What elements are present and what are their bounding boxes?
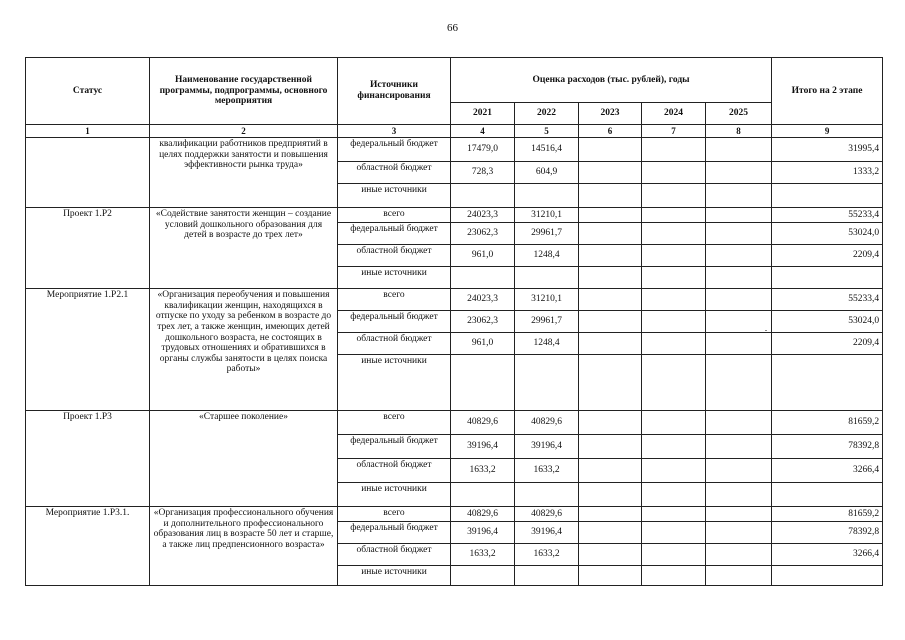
value-2025	[706, 289, 772, 311]
funding-source: всего	[338, 208, 451, 223]
value-2023	[579, 522, 642, 544]
value-total: 3266,4	[772, 459, 883, 483]
value-2024	[642, 267, 706, 289]
value-2025	[706, 223, 772, 245]
value-total: 81659,2	[772, 507, 883, 522]
funding-source: иные источники	[338, 184, 451, 208]
value-2025	[706, 507, 772, 522]
value-2023	[579, 459, 642, 483]
value-2023	[579, 267, 642, 289]
value-total	[772, 355, 883, 411]
value-total: 2209,4	[772, 245, 883, 267]
row-name: «Организация переобучения и повышения квалификации женщин, находящихся в отпуске по уходу за ребенком в возрасте до трех лет, а также женщин, имеющих детей дошкольного возраста, не состоящих в трудовых отношениях и обратившихся в органы службы занятости в целях поиска работы»	[150, 289, 338, 411]
value-2021: 24023,3	[451, 289, 515, 311]
column-number: 6	[579, 125, 642, 138]
funding-source: федеральный бюджет	[338, 138, 451, 162]
row-status: Проект 1.Р3	[26, 411, 150, 507]
value-2021: 23062,3	[451, 223, 515, 245]
header-status: Статус	[26, 58, 150, 125]
value-total	[772, 566, 883, 586]
column-number: 4	[451, 125, 515, 138]
value-2022: 39196,4	[515, 435, 579, 459]
value-2023	[579, 208, 642, 223]
funding-source: федеральный бюджет	[338, 522, 451, 544]
row-name: «Содействие занятости женщин – создание условий дошкольного образования для детей в возрасте до трех лет»	[150, 208, 338, 289]
value-2025	[706, 411, 772, 435]
value-2021: 961,0	[451, 245, 515, 267]
value-total	[772, 184, 883, 208]
scan-speck	[765, 330, 767, 331]
value-2023	[579, 507, 642, 522]
value-2024	[642, 411, 706, 435]
value-2024	[642, 483, 706, 507]
value-2021	[451, 483, 515, 507]
value-2022: 29961,7	[515, 223, 579, 245]
value-2021: 1633,2	[451, 459, 515, 483]
value-2023	[579, 435, 642, 459]
value-2025	[706, 544, 772, 566]
value-2025	[706, 311, 772, 333]
value-total: 81659,2	[772, 411, 883, 435]
value-2023	[579, 333, 642, 355]
value-2024	[642, 435, 706, 459]
value-2021: 40829,6	[451, 411, 515, 435]
row-name: «Организация профессионального обучения и дополнительного профессионального образования лиц в возрасте 50 лет и старше, а также лиц предпенсионного возраста»	[150, 507, 338, 586]
column-number: 5	[515, 125, 579, 138]
value-2025	[706, 245, 772, 267]
value-2021	[451, 566, 515, 586]
value-2024	[642, 289, 706, 311]
value-2024	[642, 184, 706, 208]
table-row	[26, 208, 883, 223]
value-total: 55233,4	[772, 208, 883, 223]
value-2024	[642, 245, 706, 267]
funding-source: федеральный бюджет	[338, 311, 451, 333]
value-2024	[642, 311, 706, 333]
table-row	[26, 507, 883, 522]
column-number-row	[26, 125, 883, 138]
header-name: Наименование государственной программы, подпрограммы, основного мероприятия	[150, 58, 338, 125]
header-total: Итого на 2 этапе	[772, 58, 883, 125]
value-2024	[642, 507, 706, 522]
value-2021: 24023,3	[451, 208, 515, 223]
value-2025	[706, 459, 772, 483]
value-2021: 17479,0	[451, 138, 515, 162]
value-2021	[451, 267, 515, 289]
value-2023	[579, 483, 642, 507]
funding-source: иные источники	[338, 267, 451, 289]
funding-source: федеральный бюджет	[338, 223, 451, 245]
value-2024	[642, 522, 706, 544]
column-number: 7	[642, 125, 706, 138]
funding-source: областной бюджет	[338, 459, 451, 483]
funding-source: иные источники	[338, 483, 451, 507]
header-estimate: Оценка расходов (тыс. рублей), годы	[451, 58, 772, 103]
funding-source: областной бюджет	[338, 245, 451, 267]
value-2025	[706, 483, 772, 507]
value-2023	[579, 245, 642, 267]
value-2024	[642, 162, 706, 184]
funding-source: иные источники	[338, 566, 451, 586]
funding-source: всего	[338, 507, 451, 522]
value-2021: 23062,3	[451, 311, 515, 333]
value-total	[772, 483, 883, 507]
value-2023	[579, 289, 642, 311]
column-number: 3	[338, 125, 451, 138]
value-2024	[642, 355, 706, 411]
value-2022: 29961,7	[515, 311, 579, 333]
value-2023	[579, 184, 642, 208]
row-status: Мероприятие 1.Р2.1	[26, 289, 150, 411]
value-2022: 31210,1	[515, 208, 579, 223]
value-2022: 604,9	[515, 162, 579, 184]
value-2023	[579, 311, 642, 333]
value-total: 3266,4	[772, 544, 883, 566]
value-2021: 961,0	[451, 333, 515, 355]
value-2023	[579, 411, 642, 435]
column-number: 2	[150, 125, 338, 138]
value-2024	[642, 223, 706, 245]
value-2023	[579, 566, 642, 586]
row-status: Мероприятие 1.Р3.1.	[26, 507, 150, 586]
value-2022: 14516,4	[515, 138, 579, 162]
row-status: Проект 1.Р2	[26, 208, 150, 289]
header-year: 2021	[451, 103, 515, 125]
value-2023	[579, 223, 642, 245]
column-number: 9	[772, 125, 883, 138]
value-total: 55233,4	[772, 289, 883, 311]
value-total: 1333,2	[772, 162, 883, 184]
table-row	[26, 289, 883, 311]
value-2025	[706, 355, 772, 411]
table-row	[26, 138, 883, 162]
value-total: 31995,4	[772, 138, 883, 162]
value-2022	[515, 184, 579, 208]
value-total: 2209,4	[772, 333, 883, 355]
funding-source: иные источники	[338, 355, 451, 411]
value-total: 53024,0	[772, 223, 883, 245]
value-2025	[706, 435, 772, 459]
value-2022: 1633,2	[515, 544, 579, 566]
value-2025	[706, 522, 772, 544]
value-2021	[451, 355, 515, 411]
value-2021: 40829,6	[451, 507, 515, 522]
funding-source: федеральный бюджет	[338, 435, 451, 459]
value-2022	[515, 267, 579, 289]
funding-source: областной бюджет	[338, 162, 451, 184]
column-number: 8	[706, 125, 772, 138]
header-year: 2022	[515, 103, 579, 125]
value-2023	[579, 544, 642, 566]
value-2022: 31210,1	[515, 289, 579, 311]
value-2022: 1248,4	[515, 333, 579, 355]
value-2022	[515, 483, 579, 507]
value-2025	[706, 333, 772, 355]
value-2025	[706, 267, 772, 289]
value-2025	[706, 162, 772, 184]
funding-source: всего	[338, 411, 451, 435]
value-2024	[642, 333, 706, 355]
value-2022: 39196,4	[515, 522, 579, 544]
header-sources: Источники финансирования	[338, 58, 451, 125]
value-2023	[579, 162, 642, 184]
value-2024	[642, 544, 706, 566]
table-row	[26, 411, 883, 435]
value-2021: 728,3	[451, 162, 515, 184]
value-2024	[642, 566, 706, 586]
value-total: 78392,8	[772, 435, 883, 459]
value-2022: 40829,6	[515, 411, 579, 435]
row-name: квалификации работников предприятий в целях поддержки занятости и повышения эффективности рынка труда»	[150, 138, 338, 208]
value-total: 78392,8	[772, 522, 883, 544]
value-2022	[515, 566, 579, 586]
value-2025	[706, 208, 772, 223]
header-year: 2023	[579, 103, 642, 125]
funding-source: областной бюджет	[338, 544, 451, 566]
value-2022: 1248,4	[515, 245, 579, 267]
value-2022	[515, 355, 579, 411]
value-2021: 39196,4	[451, 435, 515, 459]
value-2025	[706, 566, 772, 586]
value-2022: 40829,6	[515, 507, 579, 522]
value-2024	[642, 138, 706, 162]
table-body	[26, 138, 883, 586]
value-2025	[706, 184, 772, 208]
value-2021: 39196,4	[451, 522, 515, 544]
value-2021	[451, 184, 515, 208]
value-total: 53024,0	[772, 311, 883, 333]
column-number: 1	[26, 125, 150, 138]
value-2022: 1633,2	[515, 459, 579, 483]
page-number: 66	[447, 22, 458, 34]
header-year: 2024	[642, 103, 706, 125]
row-status	[26, 138, 150, 208]
funding-source: всего	[338, 289, 451, 311]
value-2021: 1633,2	[451, 544, 515, 566]
value-2024	[642, 208, 706, 223]
header-year: 2025	[706, 103, 772, 125]
value-2023	[579, 355, 642, 411]
value-2024	[642, 459, 706, 483]
funding-source: областной бюджет	[338, 333, 451, 355]
row-name: «Старшее поколение»	[150, 411, 338, 507]
value-2023	[579, 138, 642, 162]
budget-table	[25, 57, 883, 586]
value-total	[772, 267, 883, 289]
value-2025	[706, 138, 772, 162]
